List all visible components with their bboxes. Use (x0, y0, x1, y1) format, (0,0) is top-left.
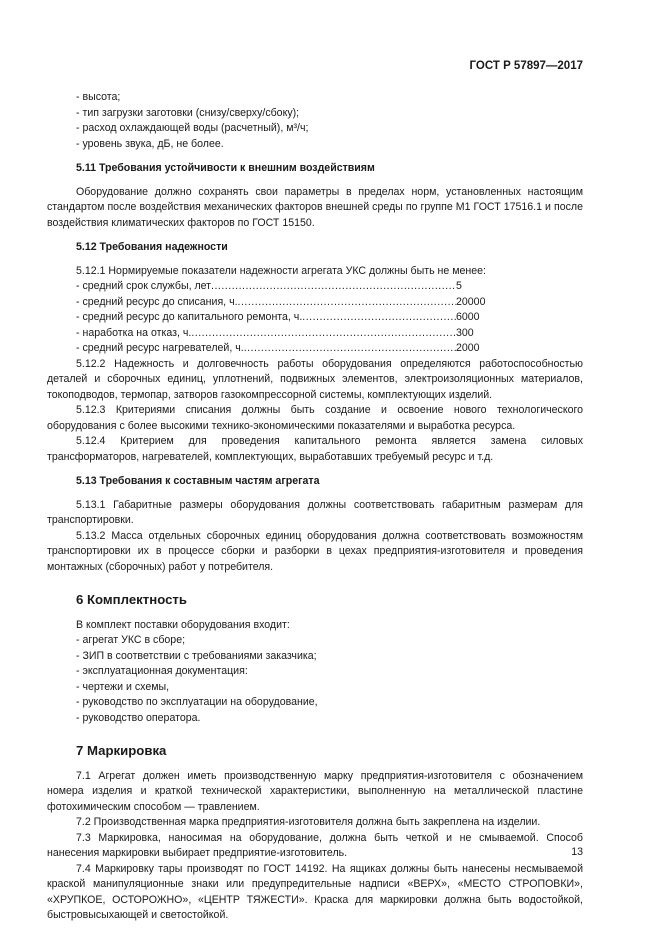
leader-dots (211, 279, 456, 295)
list-item: - чертежи и схемы, (76, 680, 170, 693)
reliability-indicator-row (76, 326, 583, 342)
list-item: - уровень звука, дБ, не более. (76, 137, 224, 150)
leader-dots (238, 295, 456, 311)
list-item: - высота; (76, 91, 121, 103)
indicator-label: - наработка на отказ, ч. (76, 326, 192, 339)
section-heading-6: 6 Комплектность (76, 592, 187, 607)
indicator-value: 6000 (456, 311, 480, 323)
paragraph: 5.12.3 Критериями списания должны быть создание и освоение нового технологического оборудования с более высокими технико-экономическими показателями и выработка ресурса. (47, 404, 583, 432)
paragraph: 7.2 Производственная марка предприятия-изготовителя должна быть закреплена на изделии. (76, 816, 541, 828)
reliability-indicator-row (76, 295, 583, 311)
indicator-label: - средний ресурс нагревателей, ч. (76, 342, 244, 354)
paragraph: 7.4 Маркировку тары производят по ГОСТ 14192. На ящиках должны быть нанесены несмываемой краской манипуляционные знаки или предупредительные надписи «ВЕРХ», «МЕСТО СТРОПОВКИ», «ХРУПКОЕ, ОСТОРОЖНО», «ЦЕНТР ТЯЖЕСТИ». Краска для маркировки должна быть водостойкой, быстровысыхающей и светостойкой. (47, 862, 583, 921)
leader-dots (244, 341, 456, 357)
paragraph: 5.13.1 Габаритные размеры оборудования должны соответствовать габаритным размерам для транспортировки. (47, 498, 583, 526)
list-item: - эксплуатационная документация: (76, 665, 248, 677)
page-content (47, 90, 583, 924)
paragraph: 7.1 Агрегат должен иметь производственную марку предприятия-изготовителя с обозначением номера изделия и краткой технической характеристики, выполненную на металлической пластине фотохимическим способом — травлением. (47, 769, 583, 813)
paragraph: В комплект поставки оборудования входит: (76, 618, 290, 631)
list-item: - руководство оператора. (76, 711, 201, 724)
section-heading-7: 7 Маркировка (76, 743, 167, 758)
reliability-indicator-row (76, 310, 583, 326)
indicator-value: 300 (456, 326, 474, 339)
leader-dots (302, 310, 456, 326)
indicator-value: 20000 (456, 295, 486, 308)
list-item: - тип загрузки заготовки (снизу/сверху/сбоку); (76, 106, 300, 119)
section-heading-5-11: 5.11 Требования устойчивости к внешним воздействиям (76, 162, 375, 174)
reliability-indicator-row (76, 341, 583, 357)
list-item: - расход охлаждающей воды (расчетный), м³/ч; (76, 122, 309, 134)
standard-header: ГОСТ Р 57897—2017 (469, 60, 583, 72)
section-heading-5-12: 5.12 Требования надежности (76, 241, 228, 253)
page-number: 13 (571, 846, 583, 858)
leader-dots (191, 326, 456, 342)
indicator-label: - средний ресурс до капитального ремонта, ч. (76, 311, 303, 323)
paragraph: 5.12.2 Надежность и долговечность работы оборудования определяются работоспособностью деталей и сборочных единиц, уплотнений, подвижных элементов, электроизоляционных материалов, токоподводов, термопар, затворов газокомпрессорной системы, комплектующих изделий. (47, 357, 583, 401)
paragraph: Оборудование должно сохранять свои параметры в пределах норм, установленных настоящим стандартом после воздействия механических факторов внешней среды по группе М1 ГОСТ 17516.1 и после воздействия климатических факторов по ГОСТ 15150. (47, 185, 583, 229)
list-item: - руководство по эксплуатации на оборудование, (76, 696, 318, 708)
paragraph: 5.12.4 Критерием для проведения капитального ремонта является замена силовых трансформаторов, нагревателей, комплектующих, выработавших требуемый ресурс и т.д. (47, 435, 583, 463)
indicator-value: 5 (456, 280, 462, 292)
reliability-indicator-row (76, 279, 583, 295)
indicator-label: - средний срок службы, лет (76, 280, 212, 292)
paragraph: 5.12.1 Нормируемые показатели надежности агрегата УКС должны быть не менее: (76, 264, 486, 277)
list-item: - агрегат УКС в сборе; (76, 634, 186, 646)
paragraph: 5.13.2 Масса отдельных сборочных единиц оборудования должна соответствовать возможностям транспортировки их в процессе сборки и разборки в цехах предприятия-изготовителя и проведения монтажных (сборочных) работ у потребителя. (47, 529, 583, 573)
list-item: - ЗИП в соответствии с требованиями заказчика; (76, 649, 317, 662)
indicator-label: - средний ресурс до списания, ч. (76, 295, 238, 308)
indicator-value: 2000 (456, 342, 480, 354)
paragraph: 7.3 Маркировка, наносимая на оборудование, должна быть четкой и не смываемой. Способ нанесения маркировки выбирает предприятие-изготовитель. (47, 831, 583, 859)
section-heading-5-13: 5.13 Требования к составным частям агрегата (76, 475, 320, 487)
